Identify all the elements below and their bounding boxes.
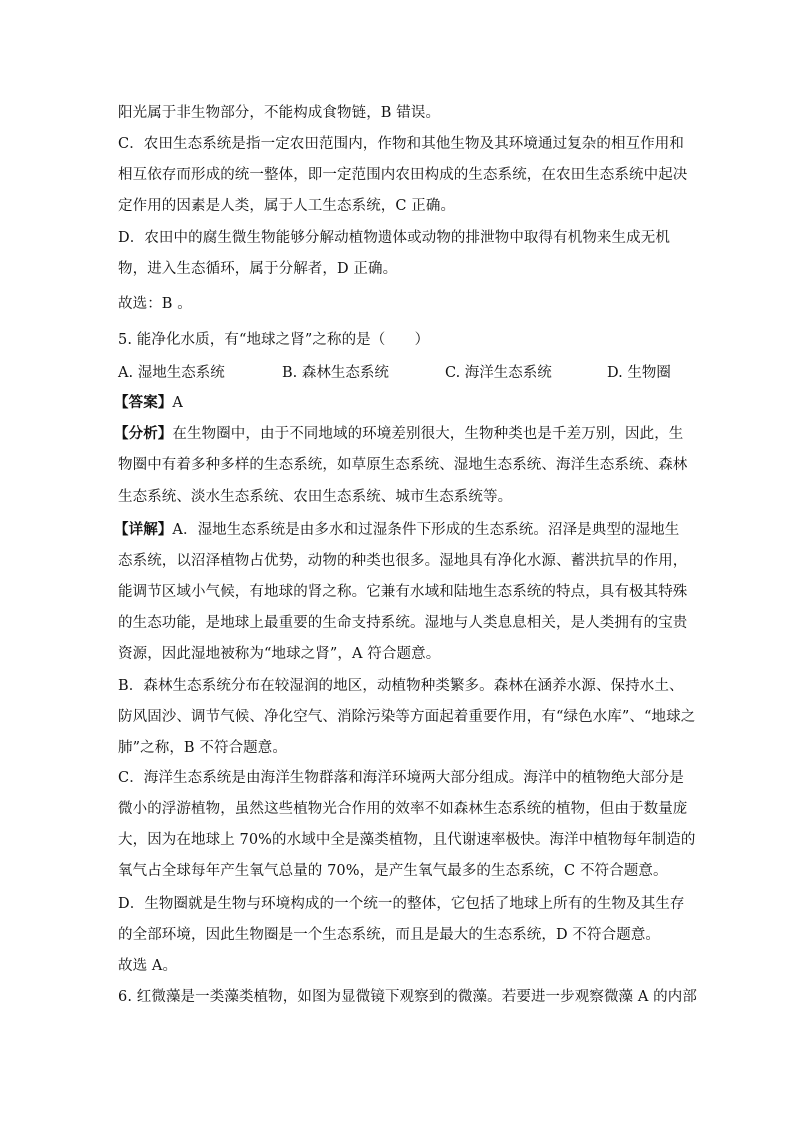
q4-option-c-explanation-end: 定作用的因素是人类，属于人工生态系统，C 正确。 [118,198,456,214]
q4-option-c-explanation-cont: 相互依存而形成的统一整体，即一定范围内农田构成的生态系统，在农田生态系统中起决 [118,167,688,183]
q4-option-d-explanation-end: 物，进入生态循环，属于分解者，D 正确。 [118,261,398,277]
q4-option-c-explanation: C．农田生态系统是指一定农田范围内，作物和其他生物及其环境通过复杂的相互作用和 [118,136,684,152]
q5-analysis-line-1 [114,425,683,443]
answer-tag: 【答案】 [114,394,173,411]
q5-option-a: A. 湿地生态系统 [118,365,225,381]
q5-option-c-explanation-1: C．海洋生态系统是由海洋生物群落和海洋环境两大部分组成。海洋中的植物绝大部分是 [118,770,684,786]
q5-option-c: C. 海洋生态系统 [445,365,552,381]
q5-stem: 5. 能净化水质，有“地球之肾”之称的是（ ） [118,332,430,348]
q4-choice: 故选：B 。 [118,296,192,312]
q5-option-d-explanation-2: 的全部环境，因此生物圈是一个生态系统，而且是最大的生态系统，D 不符合题意。 [118,927,661,943]
q5-option-b-explanation-3: 肺”之称，B 不符合题意。 [118,740,287,756]
q4-option-d-explanation: D．农田中的腐生微生物能够分解动植物遗体或动物的排泄物中取得有机物来生成无机 [118,230,670,246]
q5-option-b-explanation-2: 防风固沙、调节气候、净化空气、消除污染等方面起着重要作用，有“绿色水库”、“地球之 [118,709,696,725]
detail-text: A．湿地生态系统是由多水和过湿条件下形成的生态系统。沼泽是典型的湿地生 [172,522,680,538]
q5-choice: 故选 A。 [118,958,178,974]
q5-detail-line-3: 能调节区域小气候，有地球的肾之称。它兼有水域和陆地生态系统的特点，具有极其特殊 [118,584,688,600]
q5-detail-line-2: 态系统，以沼泽植物占优势，动物的种类也很多。湿地具有净化水源、蓄洪抗旱的作用， [118,553,688,569]
analysis-text: 在生物圈中，由于不同地域的环境差别很大，生物种类也是千差万别，因此，生 [172,426,684,442]
q6-stem: 6. 红微藻是一类藻类植物，如图为显微镜下观察到的微藻。若要进一步观察微藻 A 的内部 [118,989,697,1005]
answer-value: A [172,395,183,411]
q5-detail-line-4: 的生态功能，是地球上最重要的生命支持系统。湿地与人类息息相关，是人类拥有的宝贵 [118,615,688,631]
q5-analysis-line-3: 生态系统、淡水生态系统、农田生态系统、城市生态系统等。 [118,489,513,505]
q5-option-d: D. 生物圈 [607,365,671,381]
q5-option-c-explanation-2: 微小的浮游植物，虽然这些植物光合作用的效率不如森林生态系统的植物，但由于数量庞 [118,801,688,817]
q5-detail-line-1 [114,521,679,539]
detail-tag: 【详解】 [114,521,173,538]
q5-option-b: B. 森林生态系统 [282,365,389,381]
q5-option-c-explanation-3: 大，因为在地球上 70%的水域中全是藻类植物，且代谢速率极快。海洋中植物每年制造的 [118,832,696,848]
q5-option-d-explanation-1: D．生物圈就是生物与环境构成的一个统一的整体，它包括了地球上所有的生物及其生存 [118,896,685,912]
q5-detail-line-5: 资源，因此湿地被称为“地球之肾”，A 符合题意。 [118,646,441,662]
q5-analysis-line-2: 物圈中有着多种多样的生态系统，如草原生态系统、湿地生态系统、海洋生态系统、森林 [118,457,688,473]
q5-answer [114,394,183,412]
analysis-tag: 【分析】 [114,425,173,442]
q5-option-b-explanation-1: B．森林生态系统分布在较湿润的地区，动植物种类繁多。森林在涵养水源、保持水土、 [118,678,684,694]
q5-option-c-explanation-4: 氧气占全球每年产生氧气总量的 70%，是产生氧气最多的生态系统，C 不符合题意。 [118,863,668,879]
q4-explanation-line: 阳光属于非生物部分，不能构成食物链，B 错误。 [118,105,441,121]
